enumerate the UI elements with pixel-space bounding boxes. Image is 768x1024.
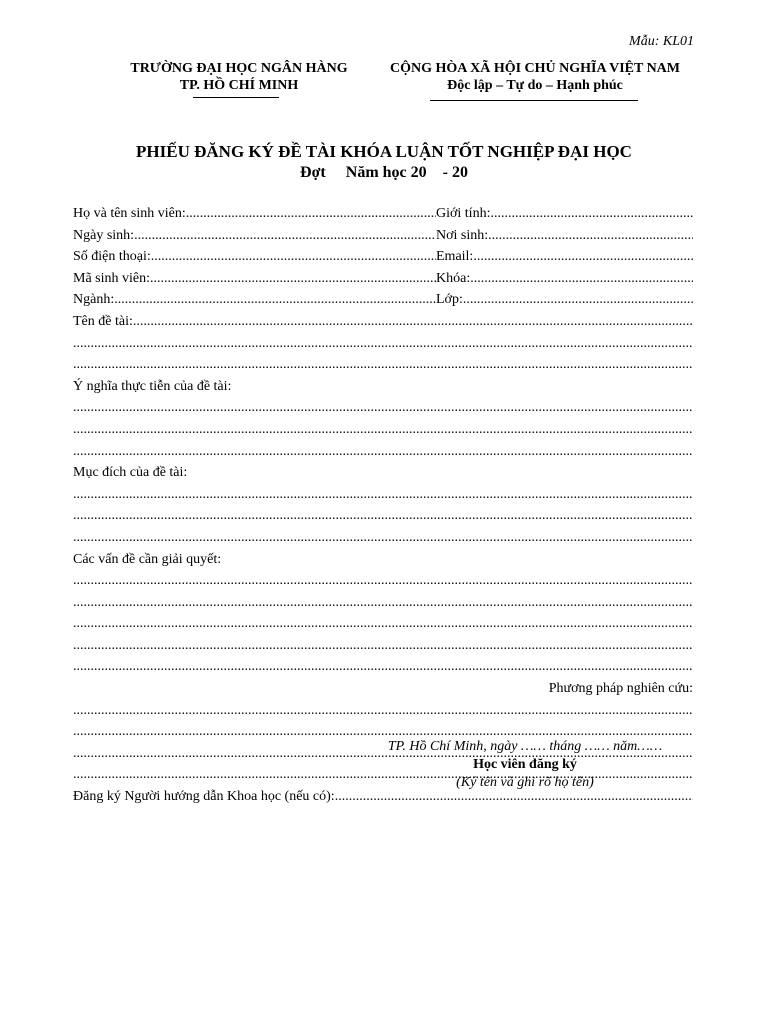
student-id-field[interactable] [150,268,436,290]
issues-field-line[interactable] [73,656,693,678]
signature-block [340,738,710,792]
dob-label: Ngày sinh: [73,227,135,243]
school-header [118,60,360,94]
methods-label: Phương pháp nghiên cứu: [548,681,693,697]
row-name-gender [73,203,693,225]
class-field[interactable] [463,289,693,311]
class-label: Lớp: [436,292,463,308]
issues-label: Các vấn đề cần giải quyết: [73,551,222,567]
row-methods [73,678,693,700]
purpose-line [73,505,693,527]
row-dob-birthplace [73,225,693,247]
signature-note: (Ký tên và ghi rõ họ tên) [456,775,594,790]
significance-line [73,397,693,419]
country-name: CỘNG HÒA XÃ HỘI CHỦ NGHĨA VIỆT NAM [389,61,680,76]
issues-line [73,635,693,657]
significance-line [73,419,693,441]
form-body [73,203,693,808]
signature-role: Học viên đăng ký [473,757,577,772]
school-header-underline [193,97,279,98]
national-motto: Độc lập – Tự do – Hạnh phúc [447,78,623,93]
major-field[interactable] [114,289,436,311]
purpose-field-line[interactable] [73,527,693,549]
topic-line [73,333,693,355]
row-significance [73,376,693,398]
topic-line [73,354,693,376]
row-issues [73,549,693,571]
gender-label: Giới tính: [436,206,491,221]
methods-line [73,700,693,722]
phone-field[interactable] [151,246,436,268]
dob-field[interactable] [134,225,436,247]
full-name-field[interactable] [186,203,436,225]
form-title: PHIẾU ĐĂNG KÝ ĐỀ TÀI KHÓA LUẬN TỐT NGHIỆP ĐẠI HỌC [136,142,632,161]
row-studentid-cohort [73,268,693,290]
school-name-line2: TP. HỒ CHÍ MINH [179,78,299,93]
birthplace-field[interactable] [488,225,693,247]
signature-date-line: TP. Hồ Chí Minh, ngày …… tháng …… năm…… [387,739,663,754]
issues-line [73,613,693,635]
issues-field-line[interactable] [73,635,693,657]
email-label: Email: [436,249,474,265]
significance-field-line[interactable] [73,441,693,463]
advisor-label: Đăng ký Người hướng dẫn Khoa học (nếu có): [73,789,335,805]
topic-label: Tên đề tài: [73,313,133,329]
issues-field-line[interactable] [73,570,693,592]
purpose-line [73,527,693,549]
form-subtitle: Đợt Năm học 20 - 20 [300,164,468,181]
row-purpose [73,462,693,484]
topic-field[interactable] [133,311,693,333]
issues-line [73,656,693,678]
row-phone-email [73,246,693,268]
purpose-field-line[interactable] [73,484,693,506]
student-id-label: Mã sinh viên: [73,270,150,286]
topic-field-line[interactable] [73,333,693,355]
full-name-label: Họ và tên sinh viên: [73,206,186,221]
gender-field[interactable] [490,203,693,225]
form-code: Mẫu: KL01 [629,34,694,49]
topic-field-line[interactable] [73,354,693,376]
school-name-line1: TRƯỜNG ĐẠI HỌC NGÂN HÀNG [130,61,348,76]
issues-line [73,570,693,592]
methods-field-line[interactable] [73,700,693,722]
cohort-field[interactable] [470,268,693,290]
motto-underline [430,100,638,101]
cohort-label: Khóa: [436,270,471,286]
significance-field-line[interactable] [73,397,693,419]
significance-field-line[interactable] [73,419,693,441]
phone-label: Số điện thoại: [73,249,151,265]
issues-field-line[interactable] [73,592,693,614]
purpose-label: Mục đích của đề tài: [73,465,188,481]
purpose-field-line[interactable] [73,505,693,527]
major-label: Ngành: [73,292,115,308]
significance-label: Ý nghĩa thực tiễn của đề tài: [73,378,232,394]
issues-line [73,592,693,614]
birthplace-label: Nơi sinh: [436,227,489,243]
national-motto-header [370,60,700,94]
significance-line [73,441,693,463]
issues-field-line[interactable] [73,613,693,635]
row-major-class [73,289,693,311]
purpose-line [73,484,693,506]
email-field[interactable] [473,246,693,268]
row-topic [73,311,693,333]
